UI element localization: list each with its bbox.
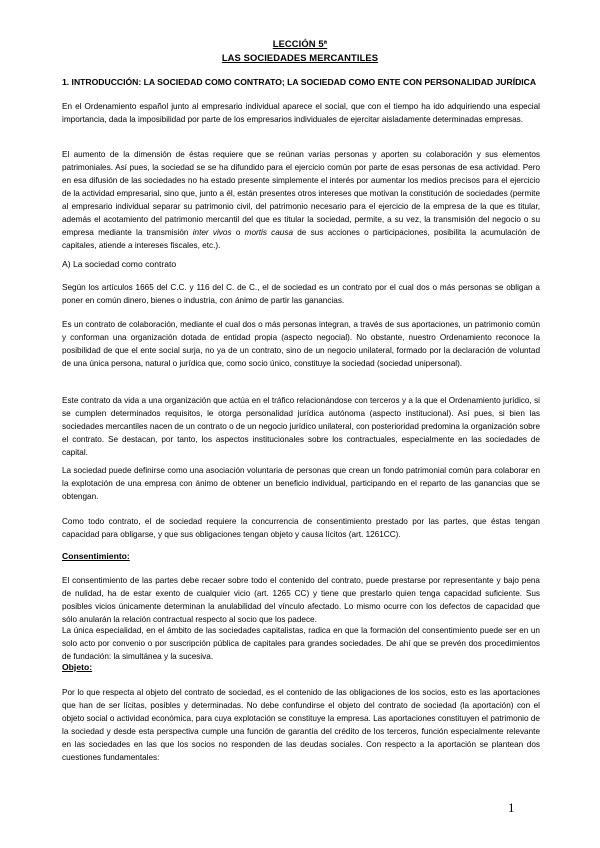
consentimiento-heading: Consentimiento: bbox=[62, 551, 130, 561]
lesson-title: LECCIÓN 5ª bbox=[272, 38, 328, 49]
paragraph-3: Según los artículos 1665 del C.C. y 116 del C. de C., el de sociedad es un contrato por el cual dos o más personas se obligan a poner en común dinero, bienes o industria, con ánimo de partir las ganancias. bbox=[62, 283, 540, 305]
lesson-subtitle: LAS SOCIEDADES MERCANTILES bbox=[221, 52, 379, 63]
paragraph-2-text-b: o bbox=[235, 228, 241, 237]
paragraph-6: La sociedad puede definirse como una asociación voluntaria de personas que crean un fondo patrimonial común para colaborar en la explotación de una empresa con ánimo de obtener un beneficio individual, participando en el reparto de las ganancias que se obtengan. bbox=[62, 466, 540, 501]
paragraph-8: El consentimiento de las partes debe recaer sobre todo el contenido del contrato, puede prestarse por representante y bajo pena de nulidad, ha de estar exento de cualquier vicio (art. 1265 CC) y tiene que prestarlo quien tenga capacidad suficiente. Sus posibles vicios únicamente determinan la anulabilidad del vínculo afectado. Lo mismo ocurre con los defectos de capacidad que sólo anularán la relación contractual respecto al socio que los padece. bbox=[62, 576, 540, 624]
paragraph-10: Por lo que respecta al objeto del contrato de sociedad, es el contenido de las obligaciones de los socios, esto es las aportaciones que han de ser lícitas, posibles y determinadas. No debe confundirse el objeto del contrato de sociedad (la aportación) con el objeto social o actividad económica, para cuya explotación se constituye la empresa. Las aportaciones constituyen el patrimonio de la sociedad y desde esta perspectiva cumple una función de garantía del crédito de los terceros, función especialmente relevante en las sociedades en las que los socios no responden de las deudas sociales. Con respecto a la aportación se plantean dos cuestiones fundamentales: bbox=[62, 688, 540, 762]
subsection-a-heading: A) La sociedad como contrato bbox=[62, 259, 177, 269]
paragraph-1: En el Ordenamiento español junto al empresario individual aparece el social, que con el tiempo ha ido adquiriendo una especial importancia, dada la imposibilidad por parte de los empresarios individuales de ejercitar aisladamente determinadas empresas. bbox=[62, 102, 540, 124]
section-1-heading: 1. INTRODUCCIÓN: LA SOCIEDAD COMO CONTRATO; LA SOCIEDAD COMO ENTE CON PERSONALIDAD JURÍDICA bbox=[62, 77, 537, 87]
paragraph-9: La única especialidad, en el ámbito de las sociedades capitalistas, radica en que la formación del consentimiento puede ser en un solo acto por convenio o por suscripción pública de capitales para grandes sociedades. De ahí que se prevén dos procedimientos de fundación: la simultánea y la sucesiva. bbox=[62, 626, 540, 661]
paragraph-4: Es un contrato de colaboración, mediante el cual dos o más personas integran, a través de sus aportaciones, un patrimonio común y conforman una organización dotada de entidad propia (aspecto negocial). No obstante, nuestro Ordenamiento reconoce la posibilidad de que el ente social surja, no ya de un contrato, sino de un negocio unilateral, formado por la declaración de voluntad de una única persona, natural o jurídica que, como socio único, constituye la sociedad (sociedad unipersonal). bbox=[62, 320, 540, 368]
paragraph-7: Como todo contrato, el de sociedad requiere la concurrencia de consentimiento prestado por las partes, que éstas tengan capacidad para obligarse, y que sus obligaciones tengan objeto y causa lícitos (art. 1261CC). bbox=[62, 517, 540, 539]
paragraph-2 bbox=[62, 148, 540, 252]
paragraph-5: Este contrato da vida a una organización que actúa en el tráfico relacionándose con terceros y a la que el Ordenamiento jurídico, si se cumplen determinados requisitos, le otorga personalidad jurídica autónoma (aspecto institucional). Así pues, si bien las sociedades mercantiles nacen de un contrato o de un negocio jurídico unilateral, con posterioridad predomina la organización sobre el contrato. Se destacan, por tanto, los aspectos institucionales sobre los contractuales, especialmente en las sociedades de capital. bbox=[62, 396, 540, 457]
paragraph-2-text-a: El aumento de la dimensión de éstas requiere que se reúnan varias personas y aporten su colaboración y sus elementos patrimoniales. Así pues, la sociedad se se ha difundido para el ejercicio común por parte de esas personas de esa actividad. Pero en esa difusión de las sociedades no ha estado presente simplemente el interés por aumentar los medios precisos para el ejercicio de la actividad empresarial, sino que, junto a él, están presentes otros intereses que motivan la constitución de sociedades (permite al empresario individual separar su patrimonio civil, del patrimonio necesario para el ejercicio de la empresa de la que es titular, además el acotamiento del patrimonio mercantil del que es titular la sociedad, permite, a su vez, la transmisión del negocio o su empresa mediante la transmisión bbox=[62, 150, 540, 237]
paragraph-2-text-c: de sus acciones o participaciones, posibilita la acumulación de capitales, atiende a intereses fiscales, etc.). bbox=[62, 228, 541, 250]
page-number: 1 bbox=[508, 800, 515, 815]
objeto-heading: Objeto: bbox=[62, 662, 93, 672]
paragraph-2-italic-inter-vivos: inter vivos bbox=[192, 228, 232, 237]
paragraph-2-italic-mortis-causa: mortis causa bbox=[244, 228, 293, 237]
